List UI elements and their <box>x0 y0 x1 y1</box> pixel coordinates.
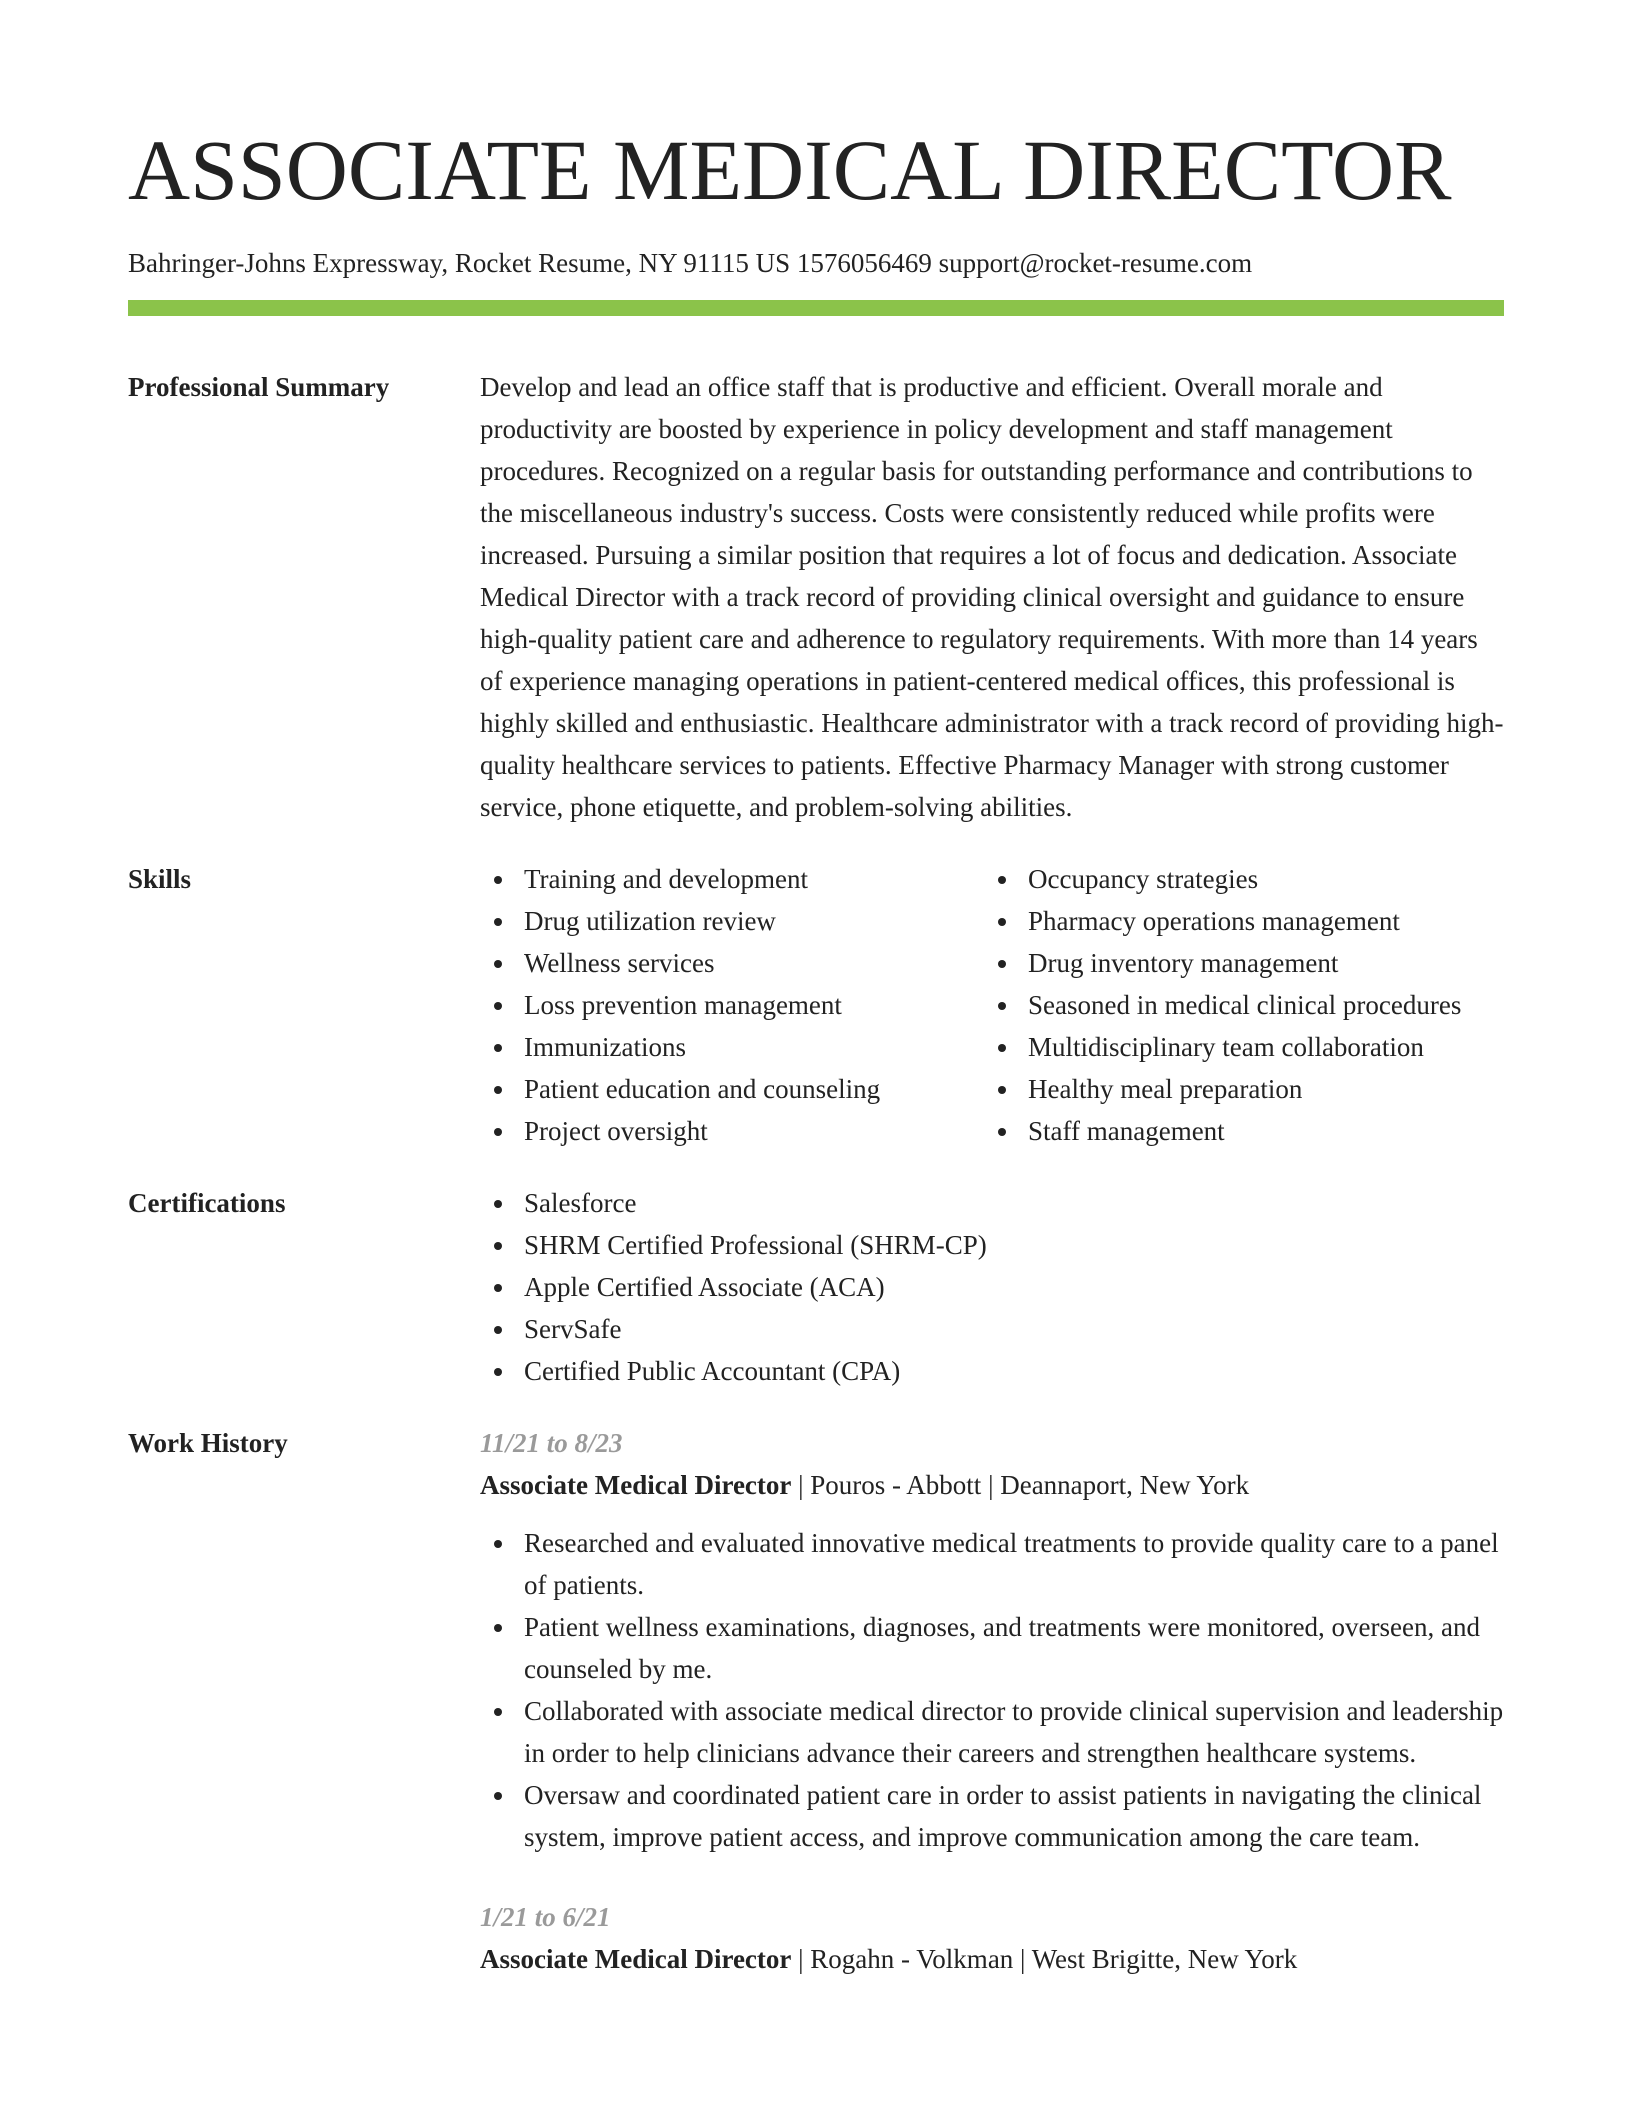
skills-left-list <box>480 858 984 1152</box>
skill-item: Loss prevention management <box>480 984 984 1026</box>
job-dates: 1/21 to 6/21 <box>480 1902 611 1932</box>
skills-grid <box>480 858 1504 1152</box>
certifications-label: Certifications <box>128 1188 286 1218</box>
summary-text: Develop and lead an office staff that is productive and efficient. Overall morale and productivity are boosted by experience in policy development and staff management procedures. Recognized on a regular basis for outstanding performance and contributions to the miscellaneous industry's success. Costs were consistently reduced while profits were increased. Pursuing a similar position that requires a lot of focus and dedication. Associate Medical Director with a track record of providing clinical oversight and guidance to ensure high-quality patient care and adherence to regulatory requirements. With more than 14 years of experience managing operations in patient-centered medical offices, this professional is highly skilled and enthusiastic. Healthcare administrator with a track record of providing high-quality healthcare services to patients. Effective Pharmacy Manager with strong customer service, phone etiquette, and problem-solving abilities. <box>480 372 1504 822</box>
skill-item: Staff management <box>984 1110 1488 1152</box>
header-divider <box>128 300 1504 316</box>
skill-item: Training and development <box>480 858 984 900</box>
job-title-line <box>480 1938 1504 1980</box>
summary-section <box>128 366 1504 828</box>
job-title: Associate Medical Director <box>480 1470 792 1500</box>
certifications-list <box>480 1182 1504 1392</box>
certification-item: Salesforce <box>480 1182 1504 1224</box>
skills-label: Skills <box>128 864 192 894</box>
certification-item: Certified Public Accountant (CPA) <box>480 1350 1504 1392</box>
work-history-label: Work History <box>128 1428 288 1458</box>
skill-item: Drug utilization review <box>480 900 984 942</box>
job-bullet: Oversaw and coordinated patient care in order to assist patients in navigating the clinical system, improve patient access, and improve communication among the care team. <box>480 1774 1504 1858</box>
skills-section <box>128 858 1504 1152</box>
work-history-section <box>128 1422 1504 1980</box>
job-entry <box>480 1422 1504 1858</box>
job-dates: 11/21 to 8/23 <box>480 1428 623 1458</box>
job-bullet: Patient wellness examinations, diagnoses, and treatments were monitored, overseen, and counseled by me. <box>480 1606 1504 1690</box>
job-entry <box>480 1896 1504 1980</box>
certification-item: SHRM Certified Professional (SHRM-CP) <box>480 1224 1504 1266</box>
job-bullet-list <box>480 1522 1504 1858</box>
skills-right-list <box>984 858 1488 1152</box>
skill-item: Occupancy strategies <box>984 858 1488 900</box>
summary-label: Professional Summary <box>128 372 390 402</box>
job-bullet: Collaborated with associate medical director to provide clinical supervision and leadership in order to help clinicians advance their careers and strengthen healthcare systems. <box>480 1690 1504 1774</box>
skill-item: Immunizations <box>480 1026 984 1068</box>
job-employer-location: | Pouros - Abbott | Deannaport, New York <box>791 1470 1250 1500</box>
certifications-body <box>480 1182 1504 1392</box>
job-employer-location: | Rogahn - Volkman | West Brigitte, New York <box>791 1944 1298 1974</box>
contact-line: Bahringer-Johns Expressway, Rocket Resume, NY 91115 US 1576056469 support@rocket-resume.com <box>128 248 1253 278</box>
skill-item: Seasoned in medical clinical procedures <box>984 984 1488 1026</box>
skill-item: Pharmacy operations management <box>984 900 1488 942</box>
certifications-section <box>128 1182 1504 1392</box>
resume-name-heading: ASSOCIATE MEDICAL DIRECTOR <box>128 122 1452 218</box>
skill-item: Project oversight <box>480 1110 984 1152</box>
job-title-line <box>480 1464 1504 1506</box>
work-history-body <box>480 1422 1504 1980</box>
job-bullet: Researched and evaluated innovative medical treatments to provide quality care to a panel of patients. <box>480 1522 1504 1606</box>
skill-item: Patient education and counseling <box>480 1068 984 1110</box>
skill-item: Healthy meal preparation <box>984 1068 1488 1110</box>
skill-item: Multidisciplinary team collaboration <box>984 1026 1488 1068</box>
skill-item: Drug inventory management <box>984 942 1488 984</box>
certification-item: ServSafe <box>480 1308 1504 1350</box>
certification-item: Apple Certified Associate (ACA) <box>480 1266 1504 1308</box>
skill-item: Wellness services <box>480 942 984 984</box>
job-title: Associate Medical Director <box>480 1944 792 1974</box>
